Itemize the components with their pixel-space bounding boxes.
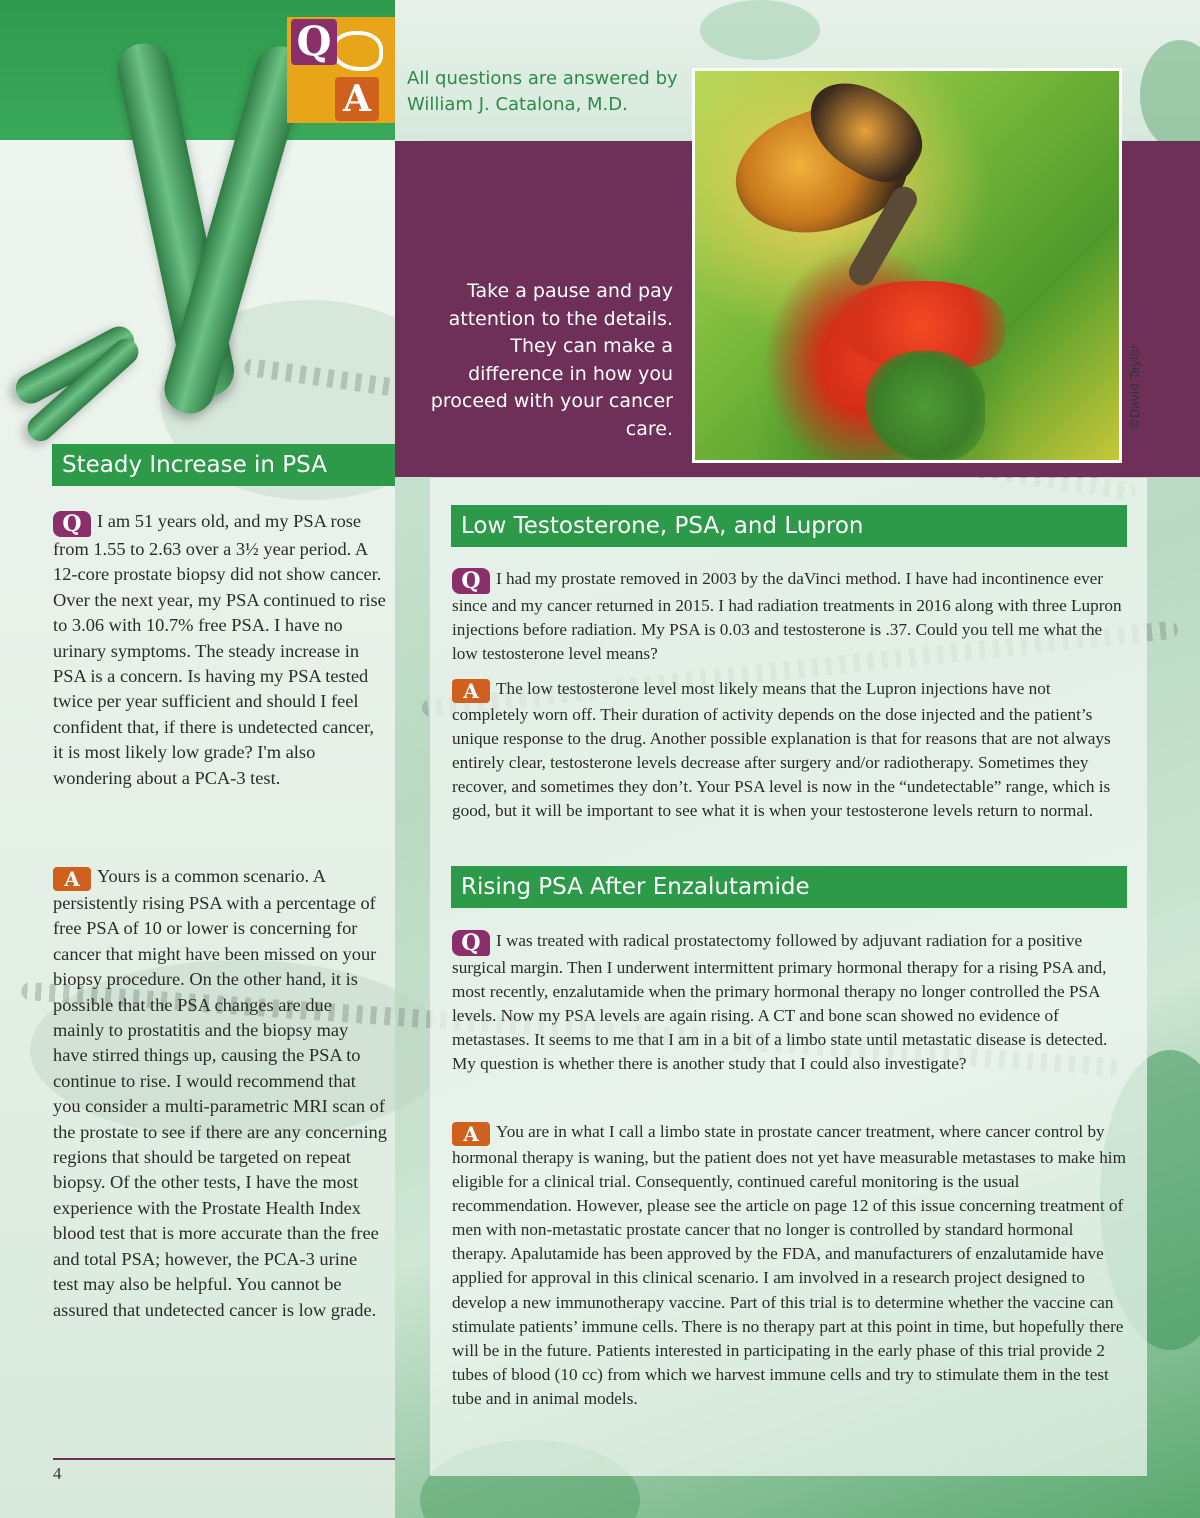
left-answer-text: Yours is a common scenario. A persistently rising PSA with a percentage of free PSA of 10 or lower is concerning for cancer that might have been missed on your biopsy procedure. On the other hand, it is possible that the PSA changes are due mainly to prostatitis and the biopsy may have stirred things up, causing the PSA to continue to rise. I would recommend that you consider a multi-parametric MRI scan of the prostate to see if there are any concerning regions that should be targeted on repeat biopsy. Of the other tests, I have the most experience with the Prostate Health Index blood test that is more accurate than the free and total PSA; however, the PCA-3 urine test may also be helpful. You cannot be assured that undetected cancer is low grade.	[53, 866, 387, 1320]
cell-decoration	[700, 0, 820, 60]
answer-badge: A	[452, 679, 490, 703]
section-2-answer	[452, 1120, 1128, 1411]
section-1-answer-text: The low testosterone level most likely means that the Lupron injections have not completely worn off. Their duration of activity depends on the dose injected and the patient’s unique response to the drug. Another possible explanation is that for reasons that are not always entirely clear, testosterone levels decrease after surgery and/or radiotherapy. Sometimes they recover, and sometimes they don’t. Your PSA level is now in the “undetectable” range, which is good, but it will be important to see what it is when your testosterone levels return to normal.	[452, 679, 1111, 821]
page-number: 4	[53, 1464, 62, 1483]
answer-badge: A	[452, 1122, 490, 1146]
footer-rule	[53, 1458, 395, 1460]
left-question	[53, 509, 387, 791]
butterfly-photo	[692, 68, 1122, 463]
section-1-question	[452, 567, 1128, 666]
question-badge: Q	[452, 568, 490, 594]
section-2-question-text: I was treated with radical prostatectomy followed by adjuvant radiation for a positive surgical margin. Then I underwent intermittent primary hormonal therapy for a rising PSA and, most recently, enzalutamide when the primary hormonal therapy no longer controlled the PSA levels. Now my PSA levels are again rising. A CT and bone scan showed no evidence of metastases. It seems to me that I am in a bit of a limbo state until metastatic disease is detected. My question is whether there is another study that I could also investigate?	[452, 931, 1108, 1074]
logo-q-letter: Q	[291, 19, 337, 65]
question-badge: Q	[452, 930, 490, 956]
left-answer	[53, 864, 387, 1323]
question-badge: Q	[53, 511, 91, 537]
section-1-answer	[452, 677, 1128, 823]
byline: All questions are answered by William J. Catalona, M.D.	[407, 68, 678, 115]
flower-stem	[865, 351, 985, 461]
section-2-answer-text: You are in what I call a limbo state in prostate cancer treatment, where cancer control by hormonal therapy is waning, but the patient does not yet have measurable metastases to make him eligible for a clinical trial. Consequently, continued careful monitoring is the usual recommendation. However, please see the article on page 12 of this issue concerning treatment of men with non-metastatic prostate cancer that no longer is controlled by standard hormonal therapy. Apalutamide has been approved by the FDA, and manufacturers of enzalutamide have applied for approval in this clinical scenario. I am involved in a research project designed to develop a new immunotherapy vaccine. Part of this trial is to determine whether the vaccine can stimulate patients’ immune cells. There is no therapy part at this point in time, but hopefully there will be in the future. Patients interested in participating in the early phase of this trial provide 2 tubes of blood (10 cc) from which we harvest immune cells and try to stimulate them in the test tube and in animal models.	[452, 1122, 1126, 1408]
pull-quote: Take a pause and pay attention to the details. They can make a difference in how you proceed with your cancer care.	[430, 280, 673, 440]
section-1-question-text: I had my prostate removed in 2003 by the daVinci method. I have had incontinence ever since and my cancer returned in 2015. I had radiation treatments in 2016 along with three Lupron injections before radiation. My PSA is 0.03 and testosterone is .37. Could you tell me what the low testosterone level means?	[452, 569, 1122, 664]
swirl-decoration	[331, 31, 383, 71]
section-heading-rising-psa: Rising PSA After Enzalutamide	[451, 866, 1127, 908]
logo-a-letter: A	[335, 77, 379, 121]
section-heading-low-testosterone: Low Testosterone, PSA, and Lupron	[451, 505, 1127, 547]
answer-badge: A	[53, 867, 91, 891]
section-2-question	[452, 929, 1128, 1076]
left-question-text: I am 51 years old, and my PSA rose from 1.55 to 2.63 over a 3½ year period. A 12-core prostate biopsy did not show cancer. Over the next year, my PSA continued to rise to 3.06 with 10.7% free PSA. I have no urinary symptoms. The steady increase in PSA is a concern. Is having my PSA tested twice per year sufficient and should I feel confident that, if there is undetected cancer, it is most likely low grade? I'm also wondering about a PCA-3 test.	[53, 511, 386, 788]
qa-logo	[287, 17, 395, 123]
photo-credit: ©David Taylor	[1128, 344, 1142, 430]
section-heading-steady-increase: Steady Increase in PSA	[52, 444, 395, 486]
